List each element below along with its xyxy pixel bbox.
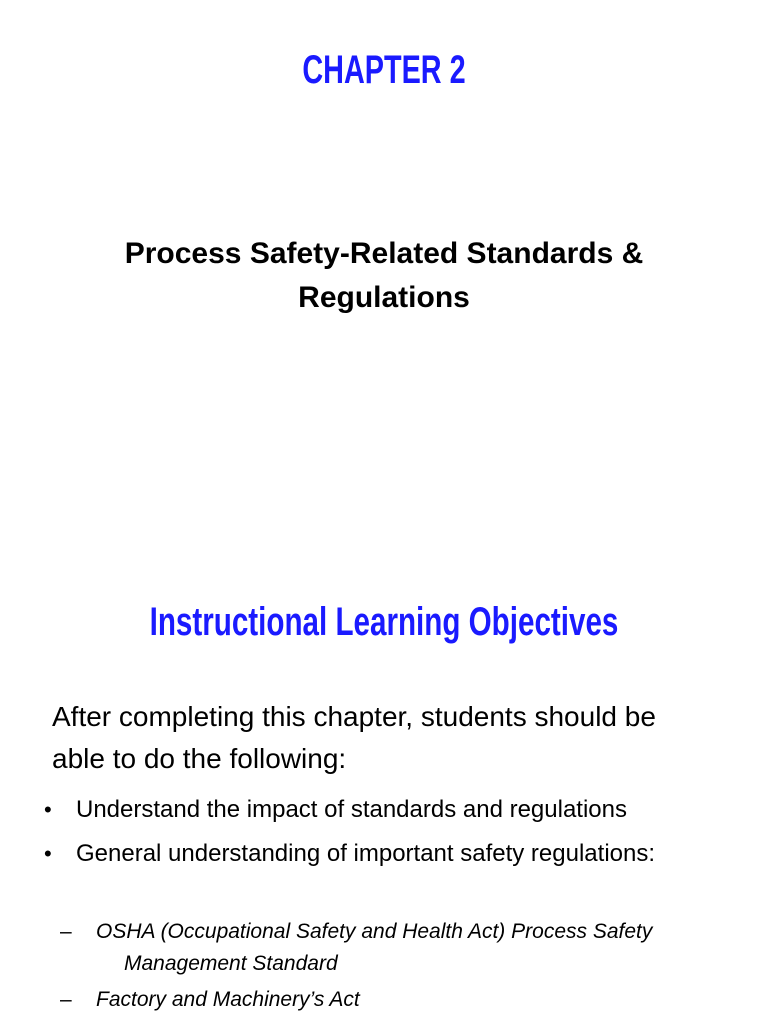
bullet-text: Understand the impact of standards and regulations xyxy=(76,796,628,823)
objectives-list xyxy=(44,788,764,876)
dash-icon: – xyxy=(60,988,72,1011)
subtitle-line-2: Regulations xyxy=(298,281,470,314)
chapter-subtitle xyxy=(84,232,684,320)
subtitle-line-1: Process Safety-Related Standards & xyxy=(124,237,644,270)
chapter-heading: CHAPTER 2 xyxy=(302,48,466,92)
list-item xyxy=(44,832,764,876)
intro-line-2: able to do the following: xyxy=(52,743,347,774)
intro-paragraph xyxy=(52,696,752,780)
intro-line-1: After completing this chapter, students should be xyxy=(52,701,656,732)
objectives-heading: Instructional Learning Objectives xyxy=(149,600,619,644)
bullet-icon: • xyxy=(44,841,52,866)
sub-list-item xyxy=(60,916,760,980)
bullet-text: General understanding of important safety regulations: xyxy=(76,840,656,867)
regulations-sublist xyxy=(60,916,760,1020)
list-item xyxy=(44,788,764,832)
sub-item-line-2: Management Standard xyxy=(124,952,338,975)
sub-item-line-1: Factory and Machinery’s Act xyxy=(96,988,360,1011)
slide-objectives xyxy=(0,512,768,1024)
sub-list-item xyxy=(60,984,760,1016)
sub-item-line-1: OSHA (Occupational Safety and Health Act) Process Safety xyxy=(96,920,653,943)
bullet-icon: • xyxy=(44,797,52,822)
dash-icon: – xyxy=(60,920,72,943)
